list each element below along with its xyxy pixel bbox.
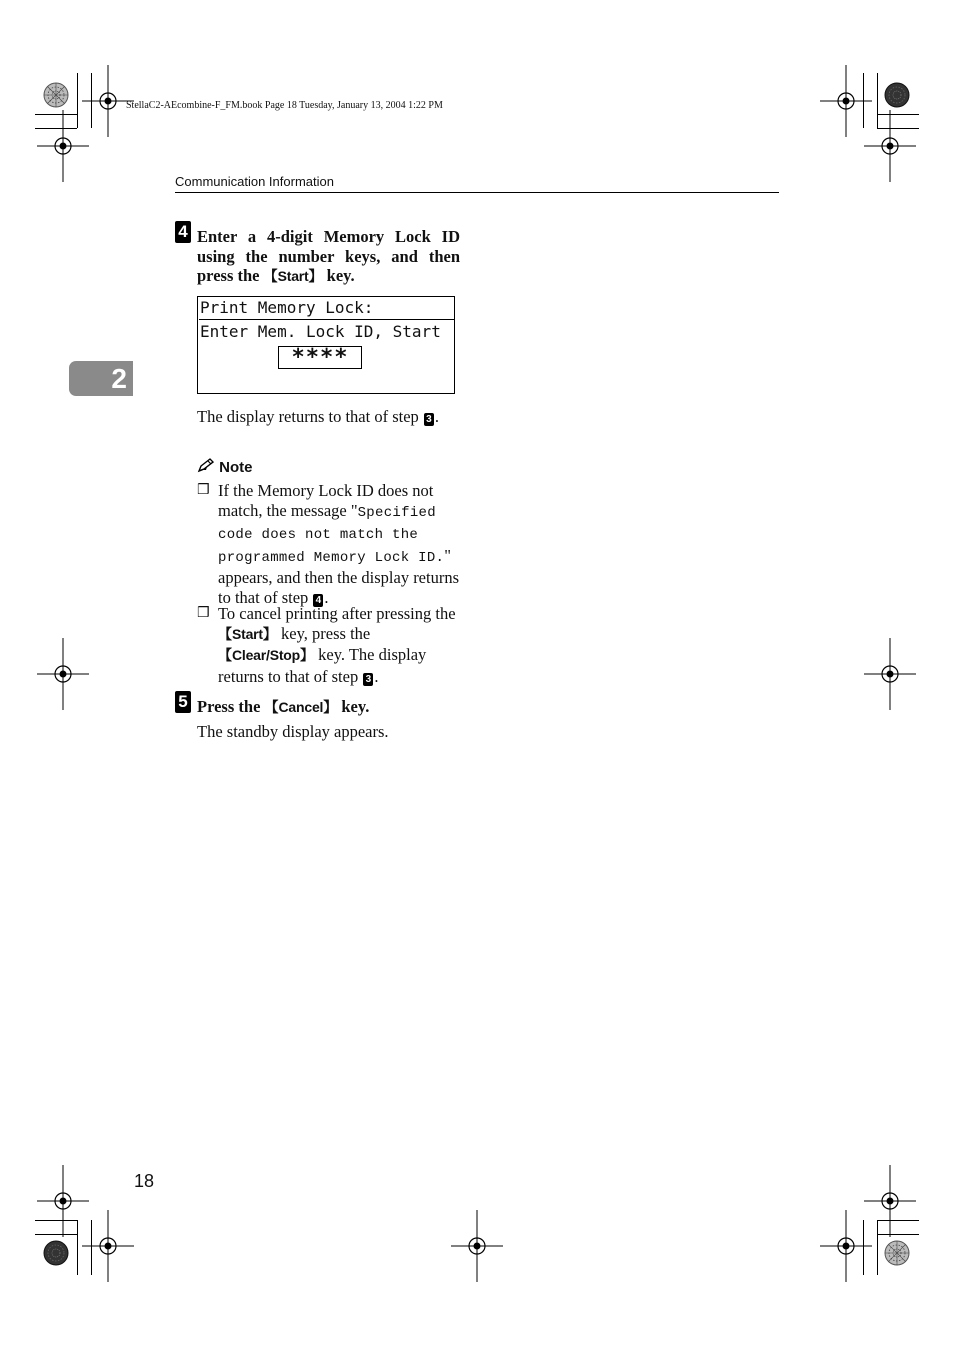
step-5-badge: 5 xyxy=(175,691,191,713)
step-5-text: Press the xyxy=(197,697,265,716)
note-item-1: ❒ If the Memory Lock ID does not match, the message "Specified code does not match the programmed Memory Lock ID." appears, and then the display returns to that of step 4 . xyxy=(197,481,460,607)
page-number: 18 xyxy=(134,1171,155,1191)
clear-stop-key-label: Clear/Stop xyxy=(232,647,301,663)
lcd-id-field: **** xyxy=(278,346,362,369)
note-2-text-end: key. The display returns to that of step xyxy=(218,645,427,686)
pencil-icon xyxy=(197,458,215,473)
note-heading xyxy=(197,458,253,476)
step-5-text-end: key. xyxy=(337,697,370,716)
lcd-line-2: Enter Mem. Lock ID, Start xyxy=(200,322,441,341)
running-head: Communication Information xyxy=(175,174,334,189)
step-5-title: Press the 【Cancel】 key. xyxy=(197,697,370,716)
error-message: Specified code does not match the programmed Memory Lock ID. xyxy=(218,504,445,566)
display-returns-body: The display returns to that of step xyxy=(197,407,423,426)
header-rule xyxy=(175,192,779,193)
start-key-label: Start xyxy=(277,268,309,284)
chapter-tab: 2 xyxy=(69,361,133,396)
note-2-text-mid: key, press the xyxy=(276,623,371,643)
step-4-title: Enter a 4-digit Memory Lock ID using the number keys, and then press the 【Start】 key. xyxy=(197,227,460,285)
note-1-text-end: " appears, and then the display returns to that of step xyxy=(218,545,460,607)
note-1-text: If the Memory Lock ID does not match, the message " xyxy=(218,481,434,520)
step-4-text: Enter a 4-digit Memory Lock ID using the number keys, and then press the xyxy=(197,227,460,285)
cancel-key-label: Cancel xyxy=(278,699,324,715)
note-item-2: ❒ To cancel printing after pressing the 【Start】 key, press the 【Clear/Stop】 key. The display returns to that of step 3 . xyxy=(197,604,456,686)
note-label: Note xyxy=(219,459,253,476)
step-4-badge: 4 xyxy=(175,221,191,243)
display-returns-text: The display returns to that of step 3 . xyxy=(197,407,440,426)
lcd-line-1: Print Memory Lock: xyxy=(199,297,454,320)
checkbox-bullet-icon: ❒ xyxy=(197,482,210,498)
step-ref-3: 3 xyxy=(363,673,373,686)
note-2-text: To cancel printing after pressing the xyxy=(218,604,456,623)
step-ref-3: 3 xyxy=(424,413,434,426)
file-header: StellaC2-AEcombine-F_FM.book Page 18 Tuesday, January 13, 2004 1:22 PM xyxy=(126,100,443,111)
step-5-body: The standby display appears. xyxy=(197,722,389,741)
start-key-label: Start xyxy=(232,625,263,642)
step-4-text-end: key. xyxy=(322,266,355,285)
checkbox-bullet-icon: ❒ xyxy=(197,605,210,621)
lcd-display xyxy=(197,296,455,394)
step-ref-4: 4 xyxy=(313,594,323,607)
